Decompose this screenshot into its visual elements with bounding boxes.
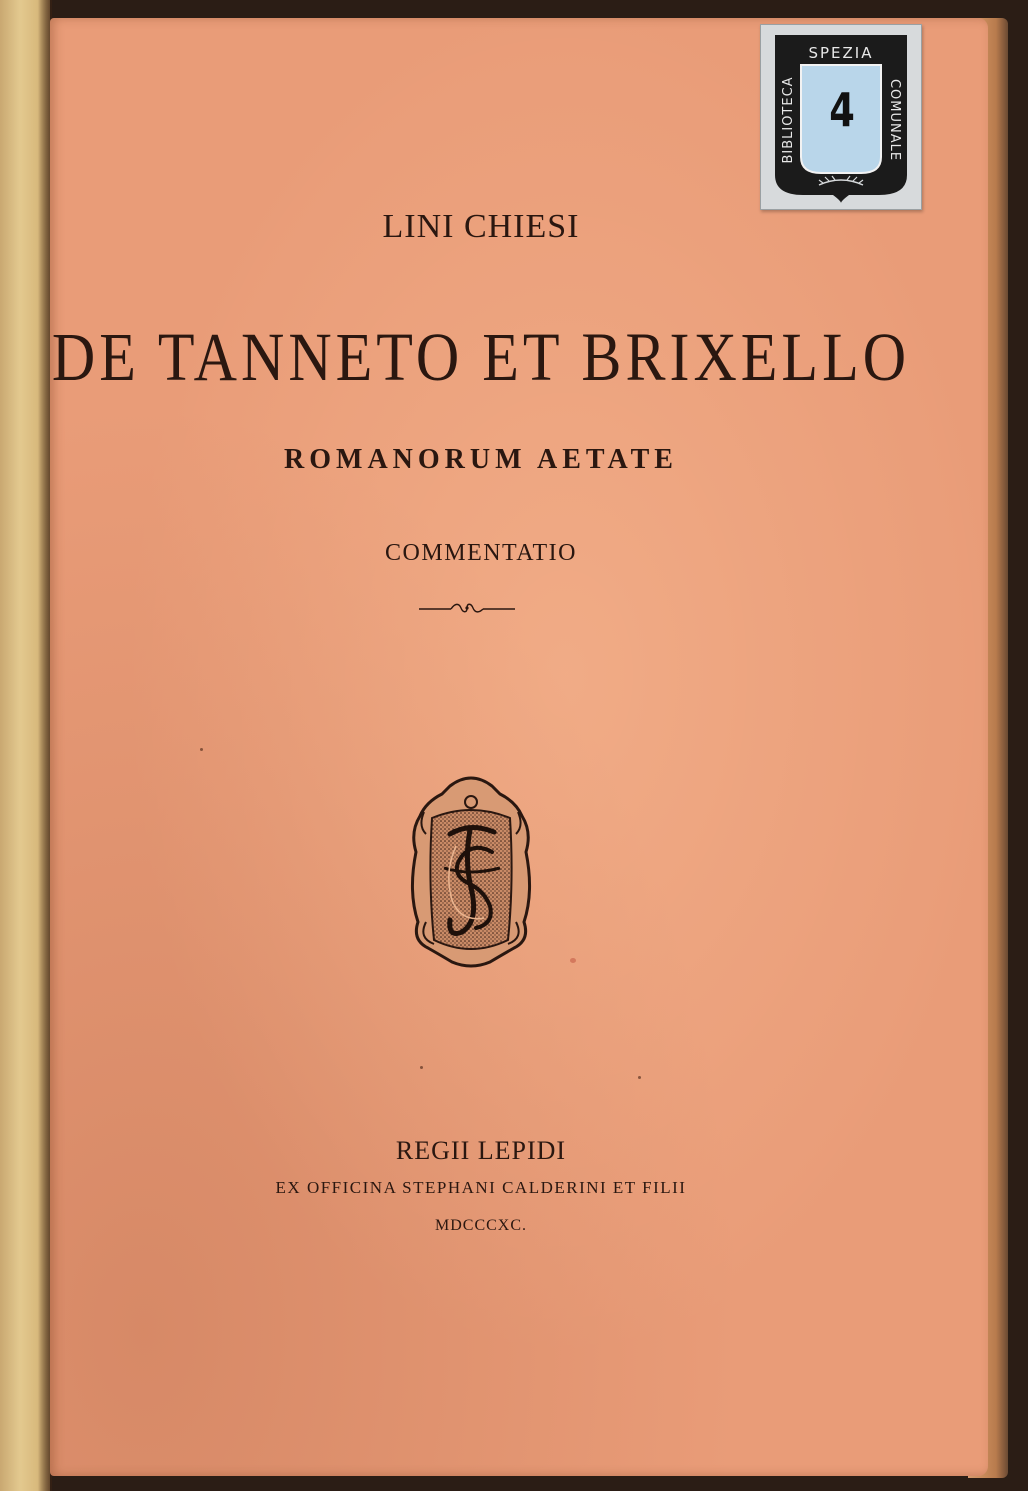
imprint-place: REGII LEPIDI bbox=[395, 1136, 567, 1165]
label-right-text: COMUNALE bbox=[887, 78, 902, 162]
paper-speck bbox=[200, 748, 203, 751]
label-left-text: BIBLIOTECA bbox=[781, 76, 796, 164]
decorative-rule-ornament bbox=[417, 600, 517, 616]
imprint-year: MDCCCXC. bbox=[434, 1217, 528, 1234]
library-shelf-label bbox=[760, 24, 922, 210]
author-name: LINI CHIESI bbox=[382, 208, 580, 245]
paper-speck bbox=[420, 1066, 423, 1069]
book-title: DE TANNETO ET BRIXELLO bbox=[51, 319, 911, 396]
imprint-printer: EX OFFICINA STEPHANI CALDERINI ET FILII bbox=[275, 1178, 687, 1197]
label-top-text: SPEZIA bbox=[808, 44, 874, 62]
book-subtitle: ROMANORUM AETATE bbox=[284, 444, 678, 475]
printer-monogram-emblem bbox=[404, 772, 538, 968]
paper-speck bbox=[570, 958, 576, 963]
book-genre: COMMENTATIO bbox=[385, 540, 577, 566]
title-page bbox=[50, 18, 988, 1476]
shelf-number: 4 bbox=[829, 83, 855, 137]
paper-speck bbox=[638, 1076, 641, 1079]
